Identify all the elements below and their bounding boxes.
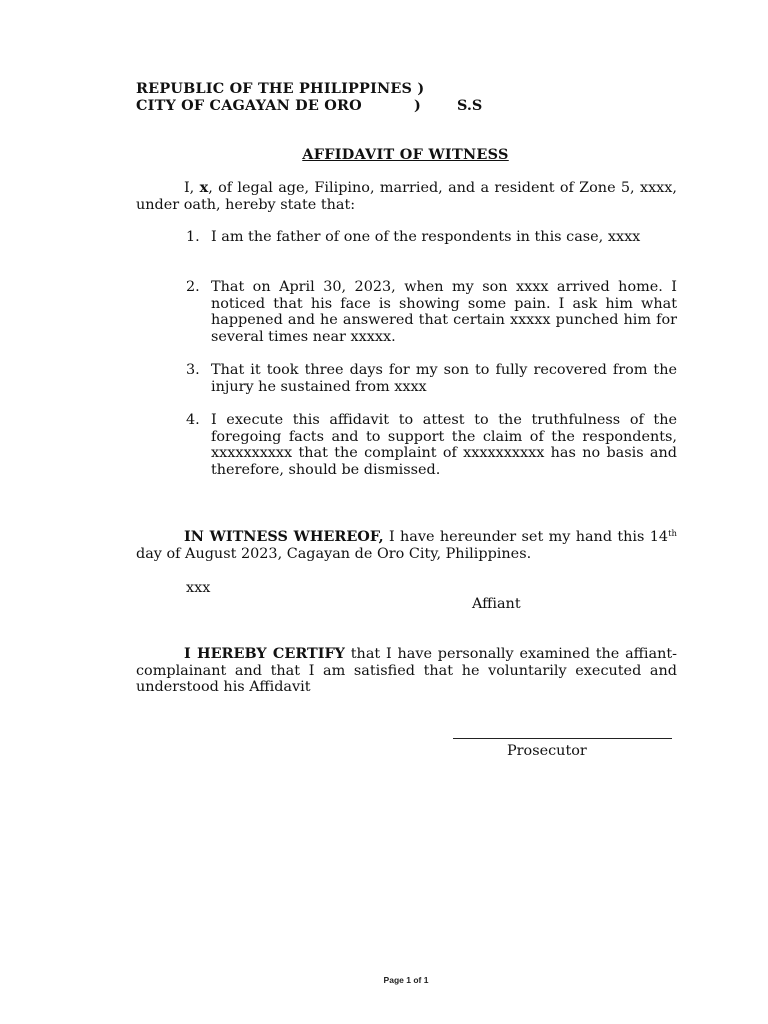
- list-item: I am the father of one of the respondents in this case, xxxx: [211, 229, 641, 245]
- list-item: That on April 30, 2023, when my son xxxx arrived home. I noticed that his face is showing some pain. I ask him what happened and he answered that certain xxxxx punched him for several times near xxxxx.: [211, 279, 677, 346]
- witness-text-2: day of August 2023, Cagayan de Oro City, Philippines.: [136, 545, 532, 562]
- certify-text: that I have personally examined the affiant-complainant and that I am satisfied that he voluntarily executed and understood his Affidavit: [136, 646, 677, 696]
- affiant-name: x: [199, 179, 209, 196]
- header-city: CITY OF CAGAYAN DE ORO: [136, 97, 362, 114]
- intro-rest: , of legal age, Filipino, married, and a resident of Zone 5, xxxx, under oath, hereby state that:: [136, 180, 677, 213]
- header-republic: REPUBLIC OF THE PHILIPPINES ): [136, 80, 425, 97]
- item-number: 4.: [186, 412, 200, 428]
- certify-paragraph: [136, 646, 677, 696]
- witness-lead: IN WITNESS WHEREOF,: [184, 528, 384, 545]
- document-title: AFFIDAVIT OF WITNESS: [302, 146, 509, 163]
- item-number: 1.: [186, 229, 200, 245]
- page-footer: Page 1 of 1: [383, 975, 429, 985]
- signature-line: [453, 738, 672, 739]
- witness-paragraph: [136, 529, 677, 562]
- list-item: I execute this affidavit to attest to the truthfulness of the foregoing facts and to support the claim of the respondents, xxxxxxxxxx that the complaint of xxxxxxxxxx has no basis and therefore, should be dismissed.: [211, 412, 677, 479]
- item-number: 2.: [186, 279, 200, 295]
- list-item: That it took three days for my son to fully recovered from the injury he sustained from xxxx: [211, 362, 677, 395]
- prosecutor-label: Prosecutor: [507, 743, 587, 759]
- item-number: 3.: [186, 362, 200, 378]
- header-ss: S.S: [457, 97, 483, 114]
- signatory-name: xxx: [186, 580, 211, 596]
- certify-lead: I HEREBY CERTIFY: [184, 645, 345, 662]
- witness-text-1: I have hereunder set my hand this 14: [383, 529, 669, 545]
- intro-prefix: I,: [184, 180, 200, 196]
- affiant-label: Affiant: [472, 596, 521, 612]
- intro-paragraph: [136, 180, 677, 213]
- header-paren: ): [414, 97, 421, 114]
- witness-ordinal: th: [668, 529, 677, 539]
